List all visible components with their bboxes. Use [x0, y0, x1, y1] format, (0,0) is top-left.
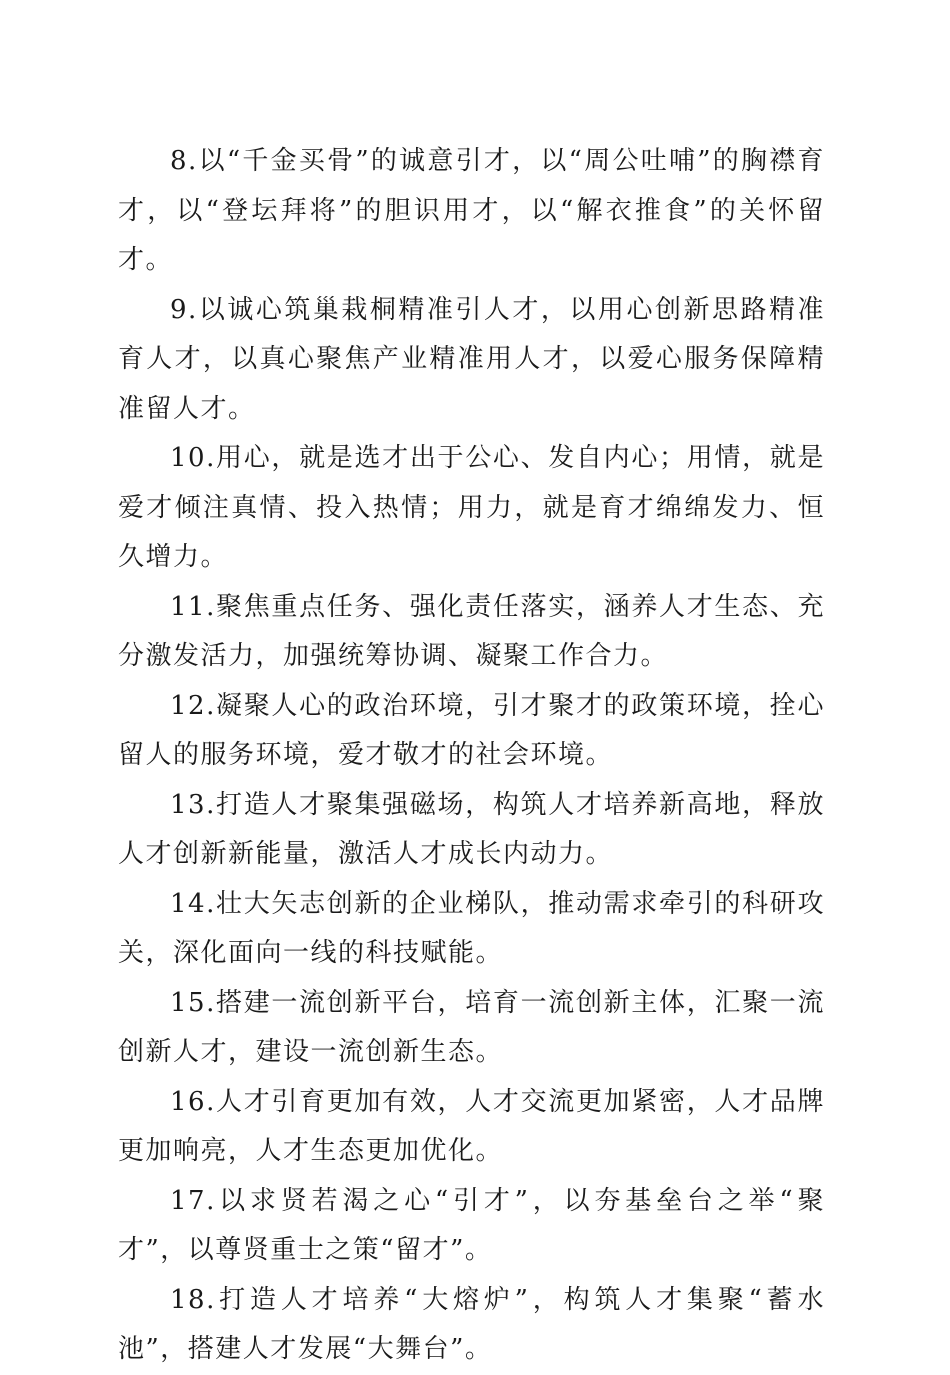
- item-text: 凝聚人心的政治环境，引才聚才的政策环境，拴心留人的服务环境，爱才敬才的社会环境。: [118, 690, 825, 770]
- item-text: 以“千金买骨”的诚意引才，以“周公吐哺”的胸襟育才，以“登坛拜将”的胆识用才，以“解衣推食”的关怀留才。: [118, 146, 825, 275]
- item-number: 12.: [170, 690, 216, 721]
- item-text: 壮大矢志创新的企业梯队，推动需求牵引的科研攻关，深化面向一线的科技赋能。: [118, 888, 825, 968]
- item-text: 聚焦重点任务、强化责任落实，涵养人才生态、充分激发活力，加强统筹协调、凝聚工作合力。: [118, 591, 825, 671]
- list-item: [118, 1078, 825, 1177]
- item-text: 打造人才聚集强磁场，构筑人才培养新高地，释放人才创新新能量，激活人才成长内动力。: [118, 789, 825, 869]
- item-number: 18.: [170, 1284, 216, 1315]
- item-text: 用心，就是选才出于公心、发自内心；用情，就是爱才倾注真情、投入热情；用力，就是育才绵绵发力、恒久增力。: [118, 443, 825, 572]
- item-number: 8.: [170, 146, 198, 176]
- item-number: 9.: [170, 294, 198, 325]
- item-number: 16.: [170, 1086, 216, 1117]
- list-item: [118, 434, 825, 583]
- list-item: [118, 979, 825, 1078]
- item-number: 14.: [170, 888, 216, 919]
- list-item: [118, 137, 825, 286]
- item-text: 搭建一流创新平台，培育一流创新主体，汇聚一流创新人才，建设一流创新生态。: [118, 987, 825, 1067]
- document-body: [118, 137, 825, 1375]
- item-number: 13.: [170, 789, 216, 820]
- item-text: 以求贤若渴之心“引才”，以夯基垒台之举“聚才”，以尊贤重士之策“留才”。: [118, 1185, 825, 1265]
- list-item: [118, 880, 825, 979]
- item-text: 以诚心筑巢栽桐精准引人才，以用心创新思路精准育人才，以真心聚焦产业精准用人才，以爱心服务保障精准留人才。: [118, 294, 825, 424]
- item-number: 15.: [170, 987, 216, 1018]
- list-item: [118, 1276, 825, 1375]
- item-text: 人才引育更加有效，人才交流更加紧密，人才品牌更加响亮，人才生态更加优化。: [118, 1086, 825, 1166]
- item-number: 17.: [170, 1185, 216, 1216]
- list-item: [118, 682, 825, 781]
- item-number: 11.: [170, 591, 216, 622]
- list-item: [118, 583, 825, 682]
- item-number: 10.: [170, 443, 216, 473]
- list-item: [118, 781, 825, 880]
- list-item: [118, 286, 825, 435]
- list-item: [118, 1177, 825, 1276]
- item-text: 打造人才培养“大熔炉”，构筑人才集聚“蓄水池”，搭建人才发展“大舞台”。: [118, 1284, 825, 1364]
